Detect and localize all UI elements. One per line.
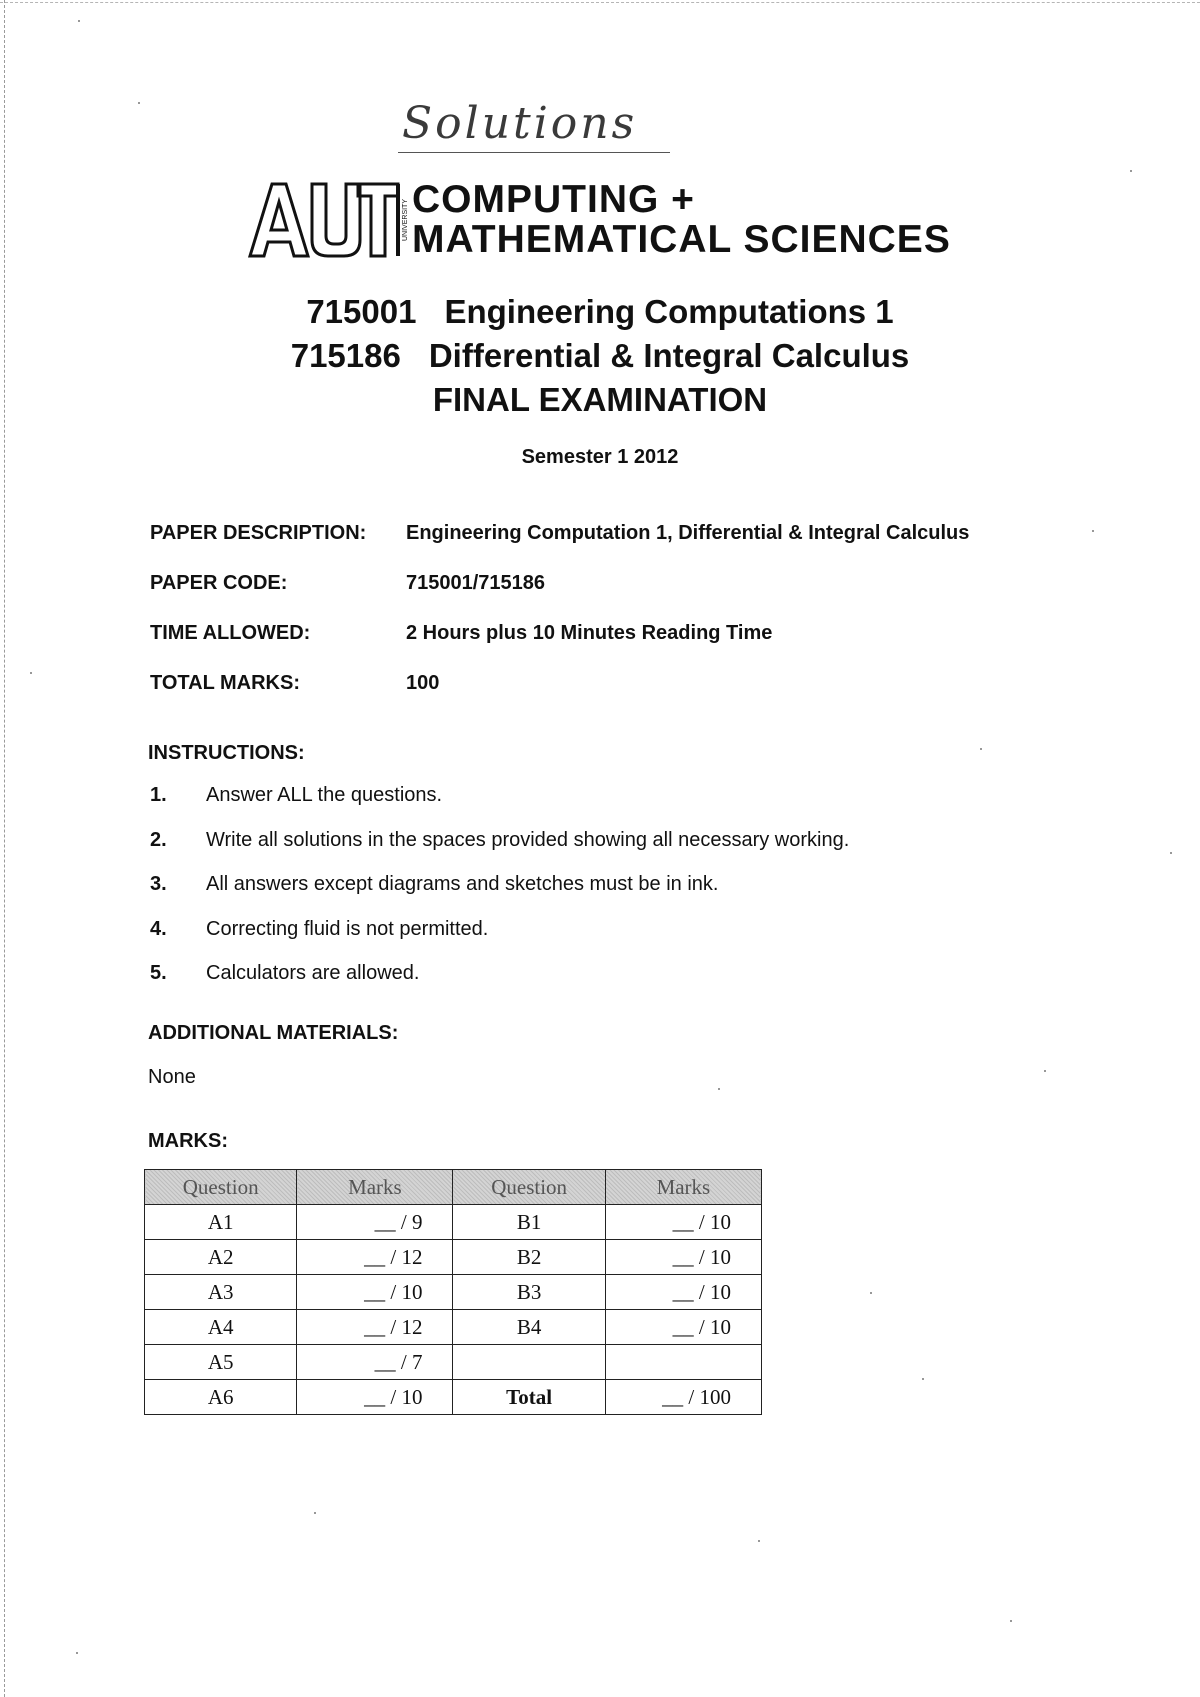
question-cell: A6 — [145, 1380, 297, 1415]
faculty-name-line1: COMPUTING + — [412, 178, 695, 221]
info-row-description — [150, 522, 1050, 572]
info-row-total — [150, 672, 1050, 722]
table-row — [145, 1380, 762, 1415]
faculty-name-line2: MATHEMATICAL SCIENCES — [412, 218, 951, 261]
scan-top-artifact — [0, 2, 1200, 3]
marks-cell: __ / 7 — [297, 1345, 453, 1380]
handwritten-solutions-note: Solutions — [402, 98, 638, 149]
table-row — [145, 1345, 762, 1380]
scan-speck — [1092, 530, 1094, 532]
list-item — [150, 784, 1050, 829]
scan-edge-artifact — [4, 0, 5, 1697]
info-value: Engineering Computation 1, Differential & Integral Calculus — [406, 522, 970, 544]
scan-speck — [1010, 1620, 1012, 1622]
column-header: Question — [453, 1170, 605, 1205]
question-cell: A4 — [145, 1310, 297, 1345]
university-logo — [246, 180, 966, 270]
marks-cell — [605, 1345, 761, 1380]
instruction-number: 2. — [150, 828, 167, 851]
table-row — [145, 1240, 762, 1275]
logo-divider — [396, 184, 400, 256]
marks-cell: __ / 10 — [605, 1310, 761, 1345]
scan-speck — [922, 1378, 924, 1380]
instruction-text: All answers except diagrams and sketches must be in ink. — [206, 873, 719, 895]
list-item — [150, 873, 1050, 918]
question-cell: A2 — [145, 1240, 297, 1275]
instruction-number: 3. — [150, 873, 167, 895]
paper-info — [150, 522, 1050, 722]
marks-cell: __ / 12 — [297, 1310, 453, 1345]
column-header: Question — [145, 1170, 297, 1205]
marks-heading: MARKS: — [148, 1130, 228, 1152]
scan-speck — [314, 1512, 316, 1514]
column-header: Marks — [605, 1170, 761, 1205]
total-label-cell: Total — [453, 1380, 605, 1415]
list-item — [150, 962, 1050, 1007]
table-row — [145, 1275, 762, 1310]
info-label: PAPER DESCRIPTION: — [150, 522, 367, 544]
scan-speck — [758, 1540, 760, 1542]
instruction-number: 1. — [150, 784, 167, 806]
scan-speck — [78, 20, 80, 22]
marks-cell: __ / 10 — [605, 1240, 761, 1275]
instruction-text: Answer ALL the questions. — [206, 784, 443, 806]
instructions-list — [150, 784, 1050, 1007]
scan-speck — [30, 672, 32, 674]
instruction-text: Calculators are allowed. — [206, 962, 420, 984]
marks-cell: __ / 10 — [605, 1205, 761, 1240]
aut-logo-icon — [246, 180, 406, 260]
info-label: TOTAL MARKS: — [150, 672, 300, 694]
scan-speck — [76, 1652, 78, 1654]
faculty-name — [412, 180, 972, 260]
paper-code-2: 715186 — [290, 337, 401, 374]
question-cell: A1 — [145, 1205, 297, 1240]
marks-table — [144, 1169, 762, 1415]
question-cell: A5 — [145, 1345, 297, 1380]
question-cell: A3 — [145, 1275, 297, 1310]
info-label: PAPER CODE: — [150, 572, 288, 594]
scan-speck — [1044, 1070, 1046, 1072]
total-marks-cell: __ / 100 — [605, 1380, 761, 1415]
marks-cell: __ / 10 — [297, 1275, 453, 1310]
additional-materials-value: None — [148, 1066, 196, 1088]
paper-title-2 — [280, 334, 920, 378]
instruction-number: 5. — [150, 962, 167, 984]
paper-title-1 — [280, 290, 920, 334]
handwritten-underline — [398, 152, 670, 153]
scan-speck — [870, 1292, 872, 1294]
list-item — [150, 829, 1050, 874]
instructions-heading: INSTRUCTIONS: — [148, 742, 305, 764]
question-cell: B4 — [453, 1310, 605, 1345]
scan-speck — [1170, 852, 1172, 854]
list-item — [150, 918, 1050, 963]
exam-title: FINAL EXAMINATION — [432, 381, 768, 418]
scan-speck — [1130, 170, 1132, 172]
info-label: TIME ALLOWED: — [150, 622, 311, 644]
question-cell: B2 — [453, 1240, 605, 1275]
semester-label: Semester 1 2012 — [521, 446, 679, 468]
paper-code-1: 715001 — [306, 293, 417, 330]
table-row — [145, 1310, 762, 1345]
info-row-time — [150, 622, 1050, 672]
marks-cell: __ / 10 — [297, 1380, 453, 1415]
instruction-text: Correcting fluid is not permitted. — [206, 917, 489, 940]
instruction-text: Write all solutions in the spaces provided showing all necessary working. — [206, 828, 850, 851]
marks-cell: __ / 10 — [605, 1275, 761, 1310]
question-cell: B3 — [453, 1275, 605, 1310]
info-value: 2 Hours plus 10 Minutes Reading Time — [406, 622, 773, 644]
logo-university-text: UNIVERSITY — [402, 199, 409, 242]
table-header-row — [145, 1170, 762, 1205]
scan-speck — [980, 748, 982, 750]
instruction-number: 4. — [150, 917, 167, 940]
paper-name-1: Engineering Computations 1 — [444, 293, 894, 330]
question-cell — [453, 1345, 605, 1380]
paper-titles — [280, 290, 920, 422]
scan-speck — [138, 102, 140, 104]
info-value: 715001/715186 — [406, 572, 546, 594]
info-row-code — [150, 572, 1050, 622]
info-value: 100 — [406, 672, 440, 694]
additional-materials-heading: ADDITIONAL MATERIALS: — [148, 1022, 399, 1044]
column-header: Marks — [297, 1170, 453, 1205]
table-row — [145, 1205, 762, 1240]
paper-name-2: Differential & Integral Calculus — [428, 337, 910, 374]
marks-cell: __ / 12 — [297, 1240, 453, 1275]
scan-speck — [718, 1088, 720, 1090]
question-cell: B1 — [453, 1205, 605, 1240]
marks-cell: __ / 9 — [297, 1205, 453, 1240]
